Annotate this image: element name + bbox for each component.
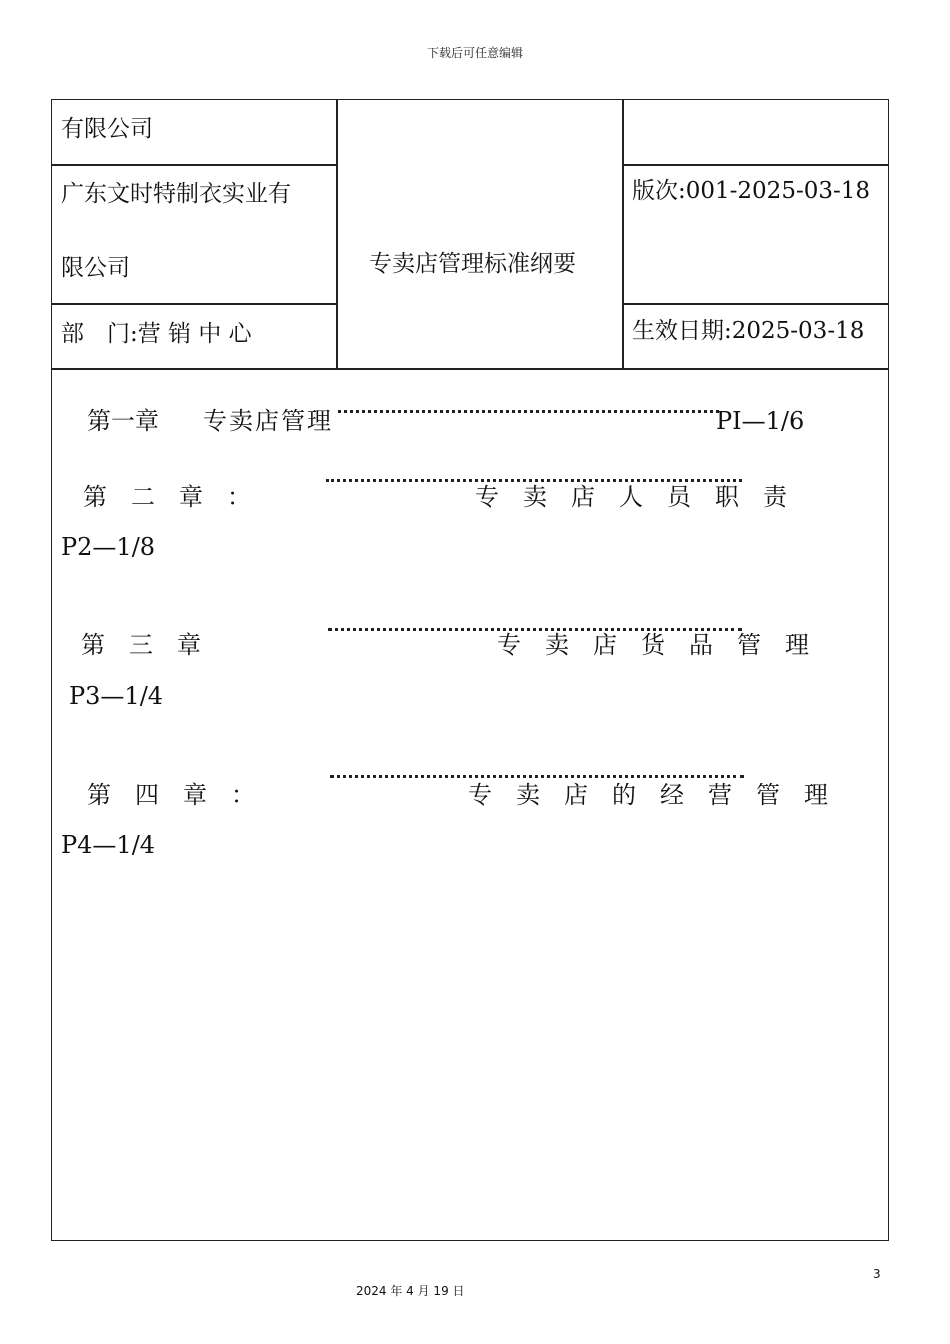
toc-page-2: P2—1/8: [61, 533, 156, 561]
toc-chapter-3: 第 三 章: [81, 631, 201, 659]
footer-date: 2024 年 4 月 19 日: [356, 1284, 465, 1298]
toc-page-1: PI—1/6: [716, 407, 805, 435]
toc-leader-4: [330, 775, 744, 778]
toc-title-1: 专卖店管理: [203, 407, 333, 435]
toc-leader-1: [338, 410, 719, 413]
header-col-divider-1: [336, 99, 338, 369]
page-header-note: 下载后可任意编辑: [426, 46, 523, 60]
toc-chapter-1: 第一章: [87, 407, 159, 435]
page-number: 3: [873, 1267, 881, 1281]
company-name-line-2: 限公司: [61, 255, 130, 281]
department-label: 部 门:营 销 中 心: [61, 321, 252, 347]
header-col-divider-2: [622, 99, 624, 369]
version-label: 版次:001-2025-03-18: [632, 178, 871, 204]
toc-chapter-4: 第 四 章 ：: [87, 781, 255, 809]
toc-title-3: 专 卖 店 货 品 管 理: [497, 631, 809, 659]
company-name-line-1: 广东文时特制衣实业有: [61, 181, 291, 207]
company-name-top: 有限公司: [61, 116, 153, 142]
header-row-divider-1c: [622, 164, 889, 166]
document-title: 专卖店管理标准纲要: [369, 251, 576, 277]
effective-date-label: 生效日期:2025-03-18: [632, 318, 865, 344]
toc-title-2: 专 卖 店 人 员 职 责: [475, 483, 787, 511]
toc-leader-2: [326, 479, 742, 482]
header-row-divider-1a: [51, 164, 337, 166]
toc-page-4: P4—1/4: [61, 831, 156, 859]
header-row-divider-2c: [622, 303, 889, 305]
header-row-divider-2a: [51, 303, 337, 305]
header-bottom-border: [51, 368, 889, 370]
toc-title-4: 专 卖 店 的 经 营 管 理: [468, 781, 828, 809]
toc-page-3: P3—1/4: [69, 682, 164, 710]
toc-chapter-2: 第 二 章 ：: [83, 483, 251, 511]
